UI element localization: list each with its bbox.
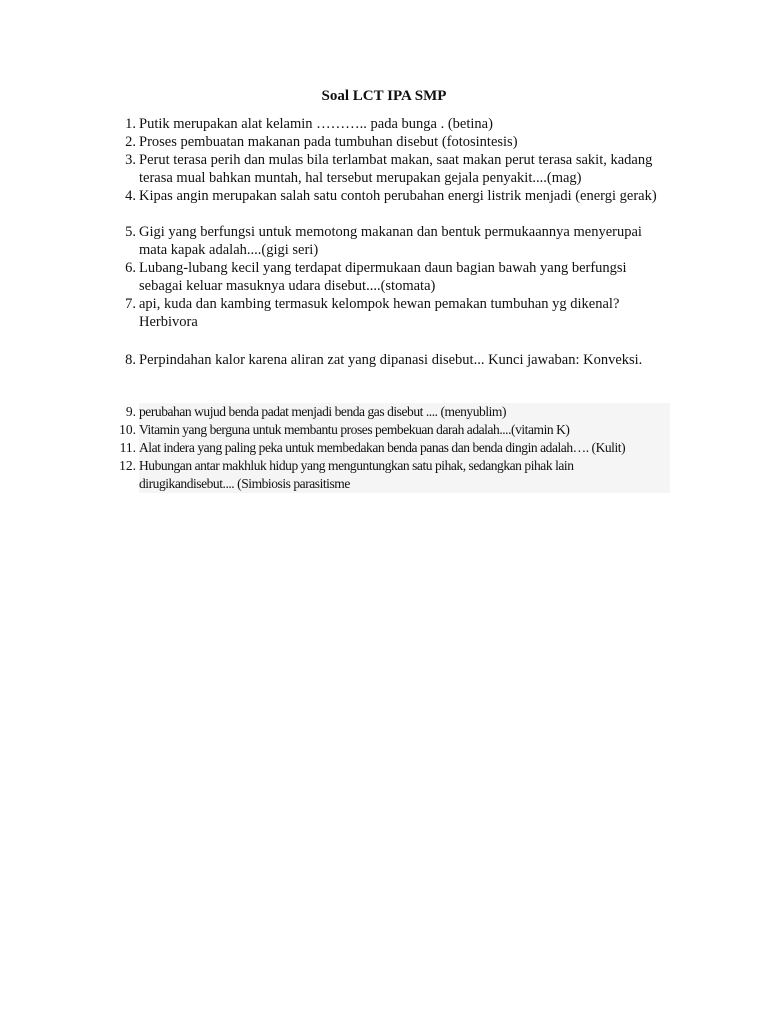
question-item-5 (110, 223, 670, 259)
question-number: 9. (125, 404, 136, 419)
question-number: 12. (119, 458, 136, 473)
question-number: 11. (119, 440, 136, 455)
question-text: Perpindahan kalor karena aliran zat yang dipanasi disebut... Kunci jawaban: Konveksi. (139, 352, 643, 368)
question-text: Gigi yang berfungsi untuk memotong makanan dan bentuk permukaannya menyerupai mata kapak adalah....(gigi seri) (139, 224, 642, 258)
question-text: Lubang-lubang kecil yang terdapat dipermukaan daun bagian bawah yang berfungsi sebagai keluar masuknya udara disebut....(stomata) (139, 260, 627, 294)
question-number: 5. (125, 224, 136, 240)
question-number: 7. (125, 296, 136, 312)
question-item-2 (110, 133, 670, 151)
question-text: Hubungan antar makhluk hidup yang menguntungkan satu pihak, sedangkan pihak lain dirugikandisebut.... (Simbiosis parasitisme (139, 457, 670, 493)
question-item-9 (110, 403, 670, 421)
question-item-3 (110, 151, 670, 187)
question-item-7 (110, 295, 670, 331)
question-text: Perut terasa perih dan mulas bila terlambat makan, saat makan perut terasa sakit, kadang terasa mual bahkan muntah, hal tersebut merupakan gejala penyakit....(mag) (139, 152, 653, 186)
question-number: 2. (125, 134, 136, 150)
question-text: Alat indera yang paling peka untuk membedakan benda panas dan benda dingin adalah…. (Kulit) (139, 439, 670, 457)
document-title: Soal LCT IPA SMP (321, 88, 447, 104)
question-item-1 (110, 115, 670, 133)
question-number: 3. (125, 152, 136, 168)
question-number: 8. (125, 352, 136, 368)
question-text: Kipas angin merupakan salah satu contoh perubahan energi listrik menjadi (energi gerak) (139, 188, 657, 204)
question-text: perubahan wujud benda padat menjadi benda gas disebut .... (menyublim) (139, 403, 670, 421)
question-text: Proses pembuatan makanan pada tumbuhan disebut (fotosintesis) (139, 134, 518, 150)
question-item-11 (110, 439, 670, 457)
question-item-4 (110, 187, 670, 205)
question-number: 10. (119, 422, 136, 437)
question-number: 4. (125, 188, 136, 204)
question-number: 1. (125, 116, 136, 132)
question-text: api, kuda dan kambing termasuk kelompok hewan pemakan tumbuhan yg dikenal? Herbivora (139, 296, 620, 330)
question-item-6 (110, 259, 670, 295)
question-item-12 (110, 457, 670, 493)
question-text: Vitamin yang berguna untuk membantu proses pembekuan darah adalah....(vitamin K) (139, 421, 670, 439)
question-number: 6. (125, 260, 136, 276)
question-text: Putik merupakan alat kelamin ……….. pada bunga . (betina) (139, 116, 493, 132)
question-item-8 (110, 351, 670, 369)
question-item-10 (110, 421, 670, 439)
